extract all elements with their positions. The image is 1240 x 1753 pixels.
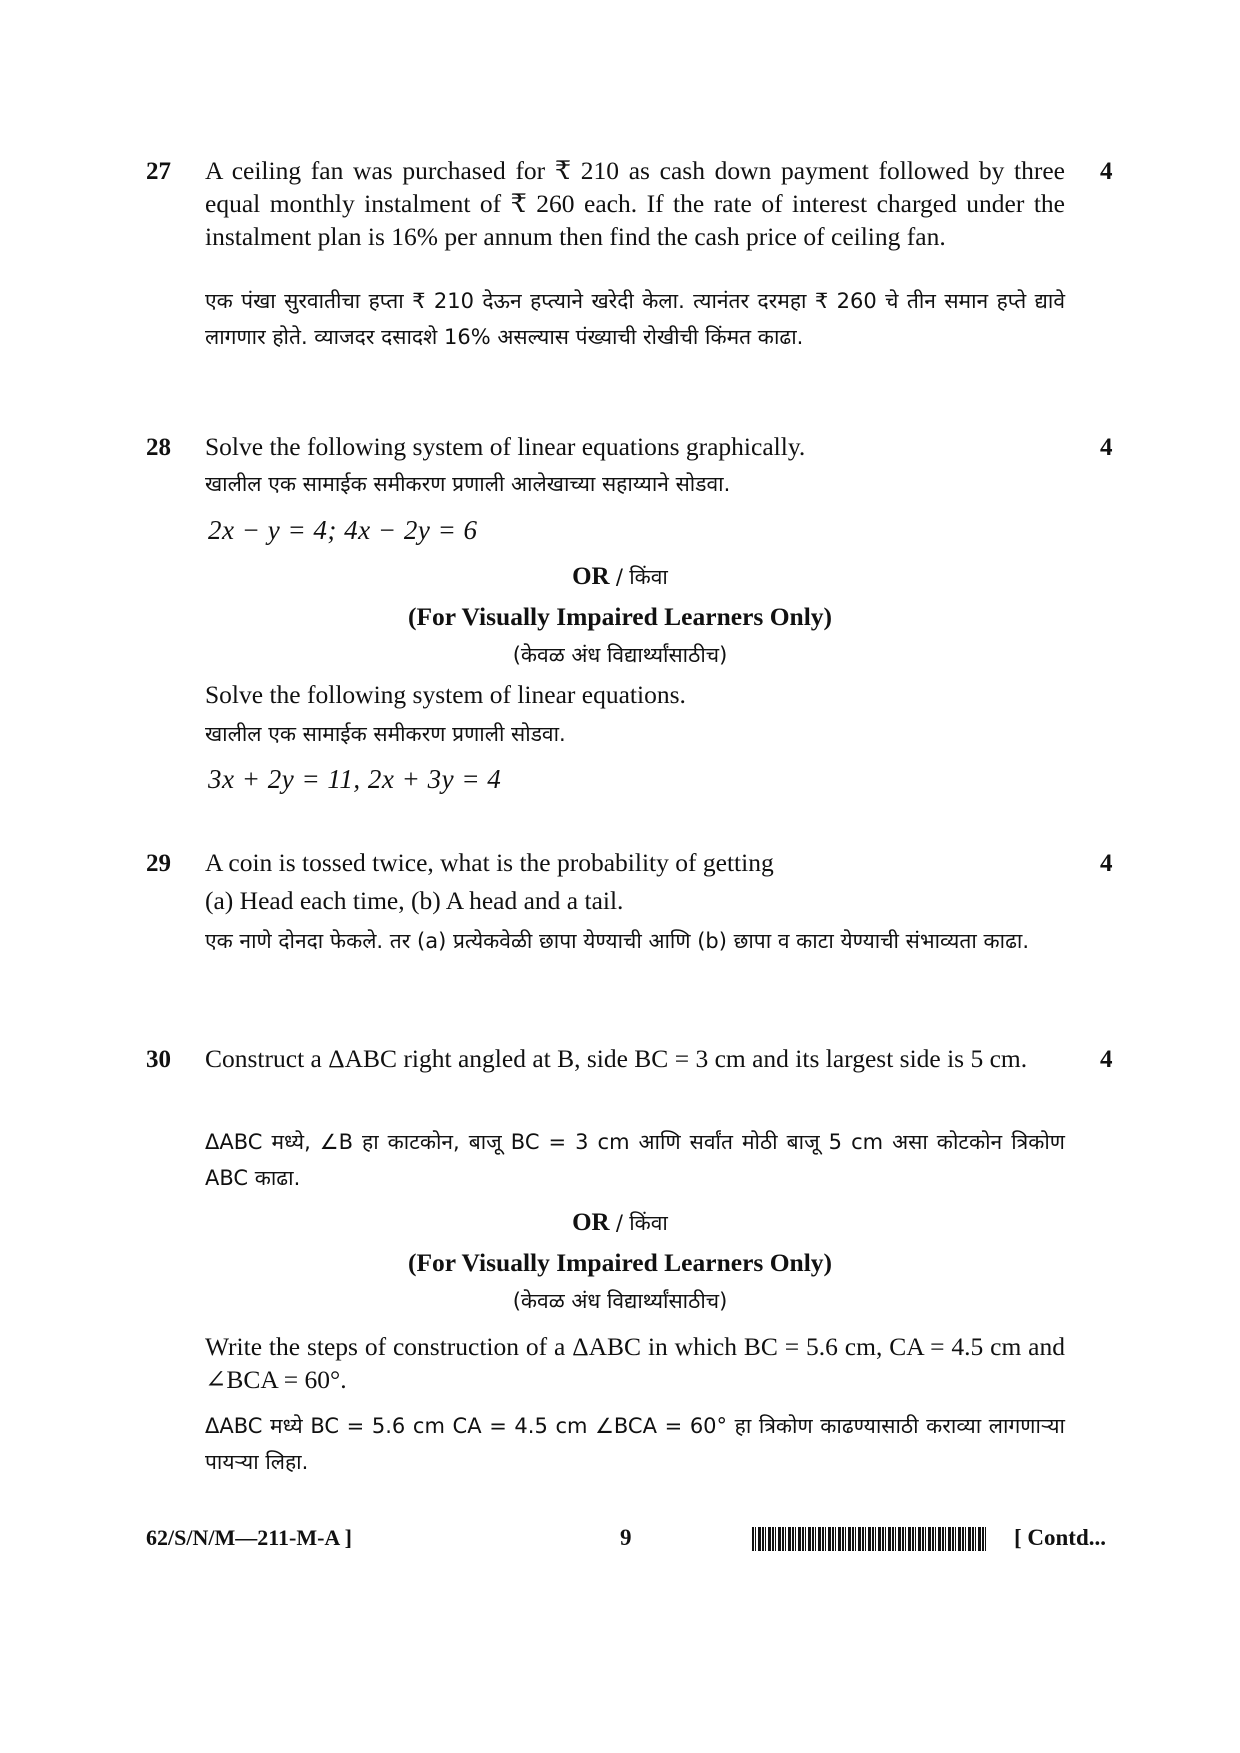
- barcode: [752, 1527, 988, 1551]
- question-number: 27: [146, 158, 171, 185]
- question-number: 29: [146, 850, 171, 877]
- or-divider: [0, 1209, 1240, 1237]
- page-number: 9: [620, 1525, 632, 1550]
- question-marks: 4: [1100, 850, 1113, 877]
- alternate-text-marathi: ΔABC मध्ये BC = 5.6 cm CA = 4.5 cm ∠BCA = 60° हा त्रिकोण काढण्यासाठी कराव्या लागणाऱ्या पायऱ्या लिहा.: [205, 1414, 1065, 1474]
- alternate-text-english: Write the steps of construction of a ΔABC in which BC = 5.6 cm, CA = 4.5 cm and ∠BCA = 60°.: [205, 1332, 1065, 1394]
- question-text-english: A ceiling fan was purchased for ₹ 210 as cash down payment followed by three equal monthly instalment of ₹ 260 each. If the rate of interest charged under the instalment plan is 16% per annum then find the cash price of ceiling fan.: [205, 156, 1065, 251]
- or-label-marathi: किंवा: [629, 1211, 668, 1235]
- or-divider: [0, 563, 1240, 591]
- page-footer: [0, 1525, 1240, 1565]
- question-marks: 4: [1100, 158, 1113, 185]
- alternate-text-english: Solve the following system of linear equations.: [205, 680, 686, 709]
- continued-label: [ Contd...: [1014, 1525, 1107, 1550]
- alternate-equation: 3x + 2y = 11, 2x + 3y = 4: [208, 764, 502, 794]
- question-number: 28: [146, 434, 171, 461]
- visually-impaired-heading: (For Visually Impaired Learners Only): [407, 602, 833, 631]
- question-marks: 4: [1100, 1046, 1113, 1073]
- question-text-marathi: खालील एक सामाईक समीकरण प्रणाली आलेखाच्या सहाय्याने सोडवा.: [205, 472, 731, 496]
- paper-code: 62/S/N/M—211-M-A ]: [146, 1525, 352, 1550]
- or-label: OR: [572, 563, 610, 590]
- visually-impaired-heading: (For Visually Impaired Learners Only): [407, 1248, 833, 1277]
- question-number: 30: [146, 1046, 171, 1073]
- question-text-marathi: एक नाणे दोनदा फेकले. तर (a) प्रत्येकवेळी छापा येण्याची आणि (b) छापा व काटा येण्याची संभाव्यता काढा.: [205, 929, 1030, 953]
- or-label-marathi: किंवा: [629, 565, 668, 589]
- question-text-english-line2: (a) Head each time, (b) A head and a tail.: [205, 886, 624, 915]
- alternate-text-marathi: खालील एक सामाईक समीकरण प्रणाली सोडवा.: [205, 722, 566, 746]
- visually-impaired-heading-marathi: (केवळ अंध विद्यार्थ्यांसाठीच): [512, 643, 728, 667]
- or-separator: /: [615, 565, 623, 589]
- question-text-english: Solve the following system of linear equations graphically.: [205, 432, 806, 461]
- question-text-english: Construct a ΔABC right angled at B, side BC = 3 cm and its largest side is 5 cm.: [205, 1044, 1028, 1073]
- question-marks: 4: [1100, 434, 1113, 461]
- question-text-marathi: एक पंखा सुरवातीचा हप्ता ₹ 210 देऊन हप्त्याने खरेदी केला. त्यानंतर दरमहा ₹ 260 चे तीन समान हप्ते द्यावे लागणार होते. व्याजदर दसादशे 16% असल्यास पंख्याची रोखीची किंमत काढा.: [205, 289, 1065, 349]
- equation: 2x − y = 4; 4x − 2y = 6: [208, 515, 478, 545]
- or-separator: /: [615, 1211, 623, 1235]
- or-label: OR: [572, 1209, 610, 1236]
- question-text-english-line1: A coin is tossed twice, what is the probability of getting: [205, 848, 774, 877]
- visually-impaired-heading-marathi: (केवळ अंध विद्यार्थ्यांसाठीच): [512, 1289, 728, 1313]
- question-text-marathi: ΔABC मध्ये, ∠B हा काटकोन, बाजू BC = 3 cm आणि सर्वांत मोठी बाजू 5 cm असा कोटकोन त्रिकोण ABC काढा.: [205, 1130, 1065, 1190]
